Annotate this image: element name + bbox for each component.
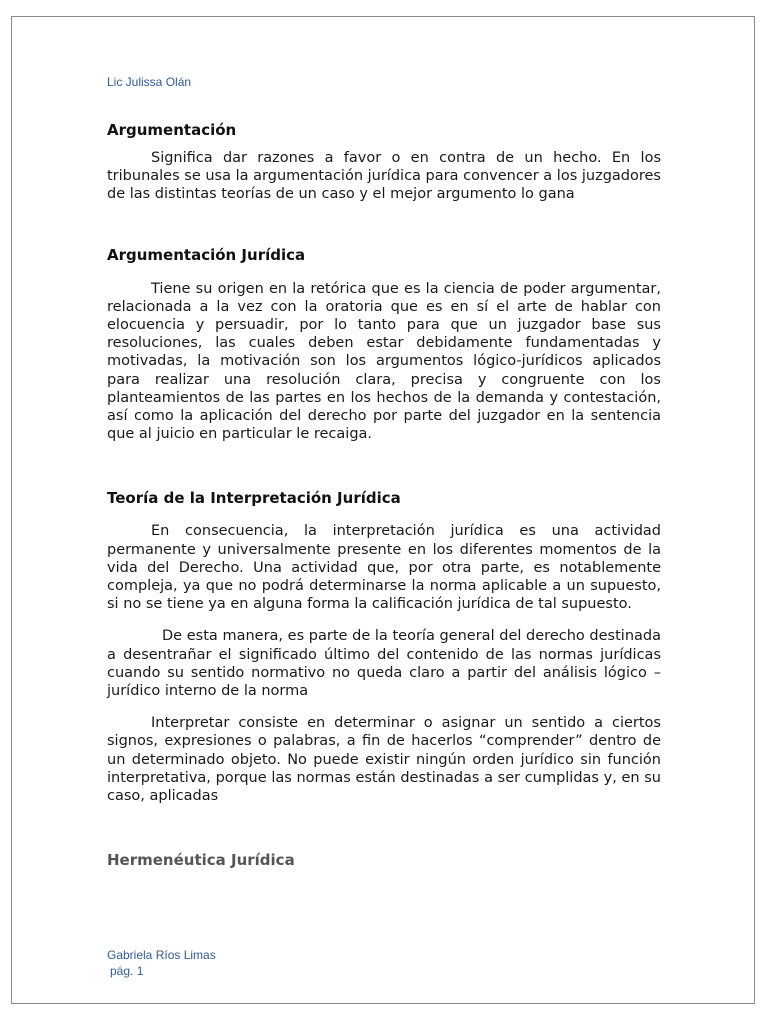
paragraph: Tiene su origen en la retórica que es la ciencia de poder argumentar, relacionada a la vez con la oratoria que es en sí el arte de hablar con elocuencia y persuadir, por lo tanto para que un juzgador base sus resoluciones, las cuales deben estar debidamente fundamentadas y motivadas, la motivación son los argumentos lógico-jurídicos aplicados para realizar una resolución clara, precisa y congruente con los planteamientos de las partes en los hechos de la demanda y contestación, así como la aplicación del derecho por parte del juzgador en la sentencia que al juicio en particular le recaiga. [107, 280, 661, 443]
section-heading-argumentacion-juridica: Argumentación Jurídica [107, 245, 306, 264]
footer-author: Gabriela Ríos Limas [107, 948, 216, 962]
page-footer [107, 947, 216, 979]
page-number: pág. 1 [110, 964, 144, 978]
header-author: Lic Julissa Olán [107, 75, 192, 89]
section-heading-teoria-interpretacion: Teoría de la Interpretación Jurídica [107, 489, 401, 508]
paragraph: De esta manera, es parte de la teoría general del derecho destinada a desentrañar el significado último del contenido de las normas jurídicas cuando su sentido normativo no queda claro a partir del análisis lógico – jurídico interno de la norma [107, 628, 661, 700]
section-heading-argumentacion: Argumentación [107, 121, 237, 139]
paragraph: Significa dar razones a favor o en contra de un hecho. En los tribunales se usa la argumentación jurídica para convencer a los juzgadores de las distintas teorías de un caso y el mejor argumento lo gana [107, 150, 661, 203]
document-page [11, 16, 755, 1004]
paragraph: En consecuencia, la interpretación jurídica es una actividad permanente y universalmente presente en los diferentes momentos de la vida del Derecho. Una actividad que, por otra parte, es notablemente compleja, ya que no podrá determinarse la norma aplicable a un supuesto, si no se tiene ya en alguna forma la calificación jurídica de tal supuesto. [107, 523, 661, 613]
document-body [107, 121, 661, 869]
section-heading-hermeneutica: Hermenéutica Jurídica [107, 851, 295, 870]
paragraph: Interpretar consiste en determinar o asignar un sentido a ciertos signos, expresiones o palabras, a fin de hacerlos “comprender” dentro de un determinado objeto. No puede existir ningún orden jurídico sin función interpretativa, porque las normas están destinadas a ser cumplidas y, en su caso, aplicadas [107, 715, 661, 805]
